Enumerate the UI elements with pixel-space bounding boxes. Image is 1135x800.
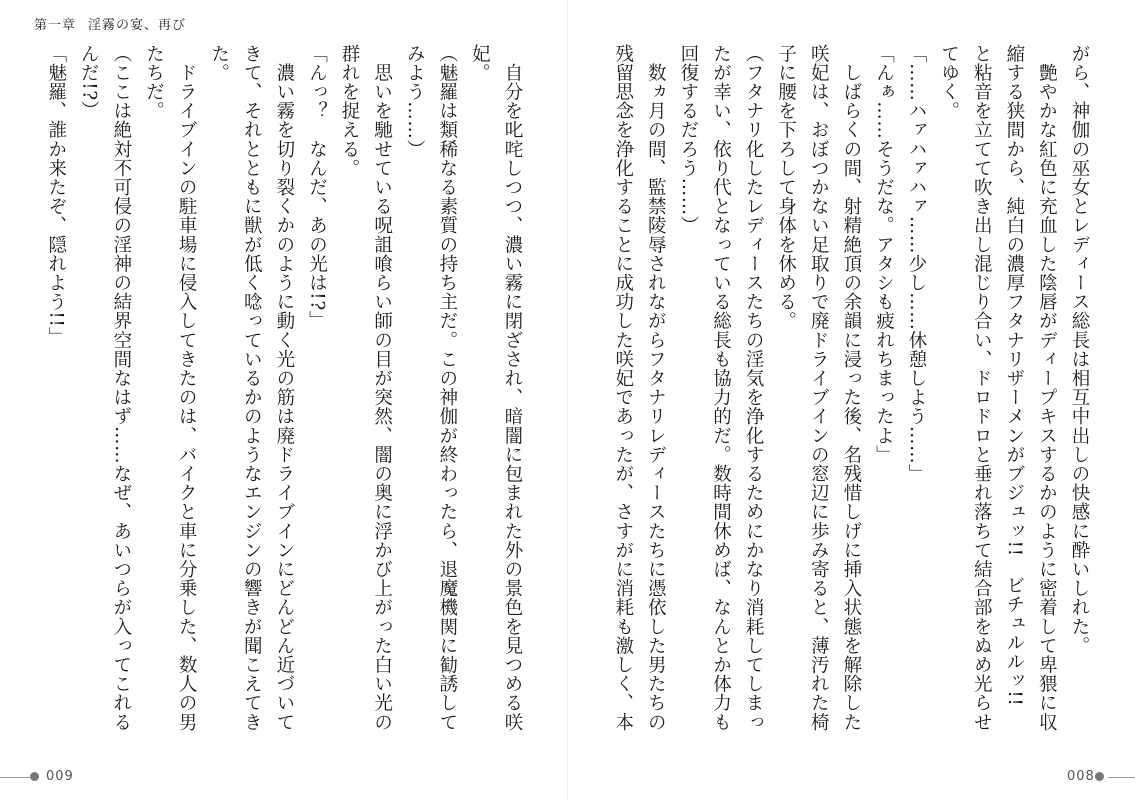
paragraph: がら、神伽の巫女とレディース総長は相互中出しの快感に酔いしれた。 (1069, 44, 1090, 656)
footer-dot (30, 772, 39, 781)
paragraph: （魅羅は類稀なる素質の持ち主だ。この神伽が終わったら、退魔機関に勧誘してみよう……） (404, 44, 458, 732)
paragraph: 「んっ？ なんだ、あの光は!?」 (306, 44, 328, 330)
paragraph: （ここは絶対不可侵の淫神の結界空間なはず……なぜ、あいつらが入ってこれるんだ!?） (78, 44, 132, 732)
right-page-footer (1015, 768, 1135, 788)
paragraph: 自分を叱咤しつつ、濃い霧に閉ざされ、暗闇に包まれた外の景色を見つめる咲妃。 (469, 44, 523, 732)
footer-rule (0, 777, 30, 778)
left-page-number: 009 (46, 769, 74, 784)
chapter-number: 第一章 (34, 18, 77, 33)
paragraph: 艶やかな紅色に充血した陰唇がディープキスするかのように密着して卑猥に収縮する狭間から、純白の濃厚フタナリザーメンがブジュッ!! ビチュルルッ!! と粘音を立てて吹き出し混じり合い、ドロドロと垂れ落ちて結合部をぬめ光らせてゆく。 (938, 44, 1058, 732)
right-page-text (602, 44, 1095, 744)
left-page-footer (0, 768, 120, 788)
paragraph: 「……ハァハァハァ……少し……休憩しよう……」 (906, 44, 928, 484)
paragraph: 「んぁ……そうだな。アタシも疲れちまったよ」 (873, 44, 895, 465)
footer-dot (1095, 772, 1104, 781)
paragraph: しばらくの間、射精絶頂の余韻に浸った後、名残惜しげに挿入状態を解除した咲妃は、おぼつかない足取りで廃ドライブインの窓辺に歩み寄ると、薄汚れた椅子に腰を下ろして身体を休める。 (775, 44, 862, 732)
chapter-title: 淫霧の宴、再び (88, 18, 187, 33)
left-page-text (40, 44, 528, 744)
paragraph: （フタナリ化したレディースたちの淫気を浄化するためにかなり消耗してしまったが幸い、依り代となっている総長も協力的だ。数時間休めば、なんとか体力も回復するだろう……） (677, 44, 765, 732)
right-page-number: 008 (1067, 769, 1095, 784)
paragraph: 数ヵ月の間、監禁陵辱されながらフタナリレディースたちに憑依した男たちの残留思念を浄化することに成功した咲妃であったが、さすがに消耗も激しく、本 (612, 44, 667, 732)
paragraph: 思いを馳せている呪詛喰らい師の目が突然、闇の奥に浮かび上がった白い光の群れを捉える。 (339, 44, 393, 732)
footer-rule (1108, 777, 1135, 778)
paragraph: 「魅羅、誰か来たぞ、隠れよう!!」 (45, 44, 67, 347)
chapter-header (34, 14, 198, 33)
paragraph: ドライブインの駐車場に侵入してきたのは、バイクと車に分乗した、数人の男たちだ。 (143, 44, 198, 732)
paragraph: 濃い霧を切り裂くかのように動く光の筋は廃ドライブインにどんどん近づいてきて、それとともに獣が低く唸っているかのようなエンジンの響きが聞こえてきた。 (208, 44, 295, 732)
page-gutter (567, 0, 568, 800)
